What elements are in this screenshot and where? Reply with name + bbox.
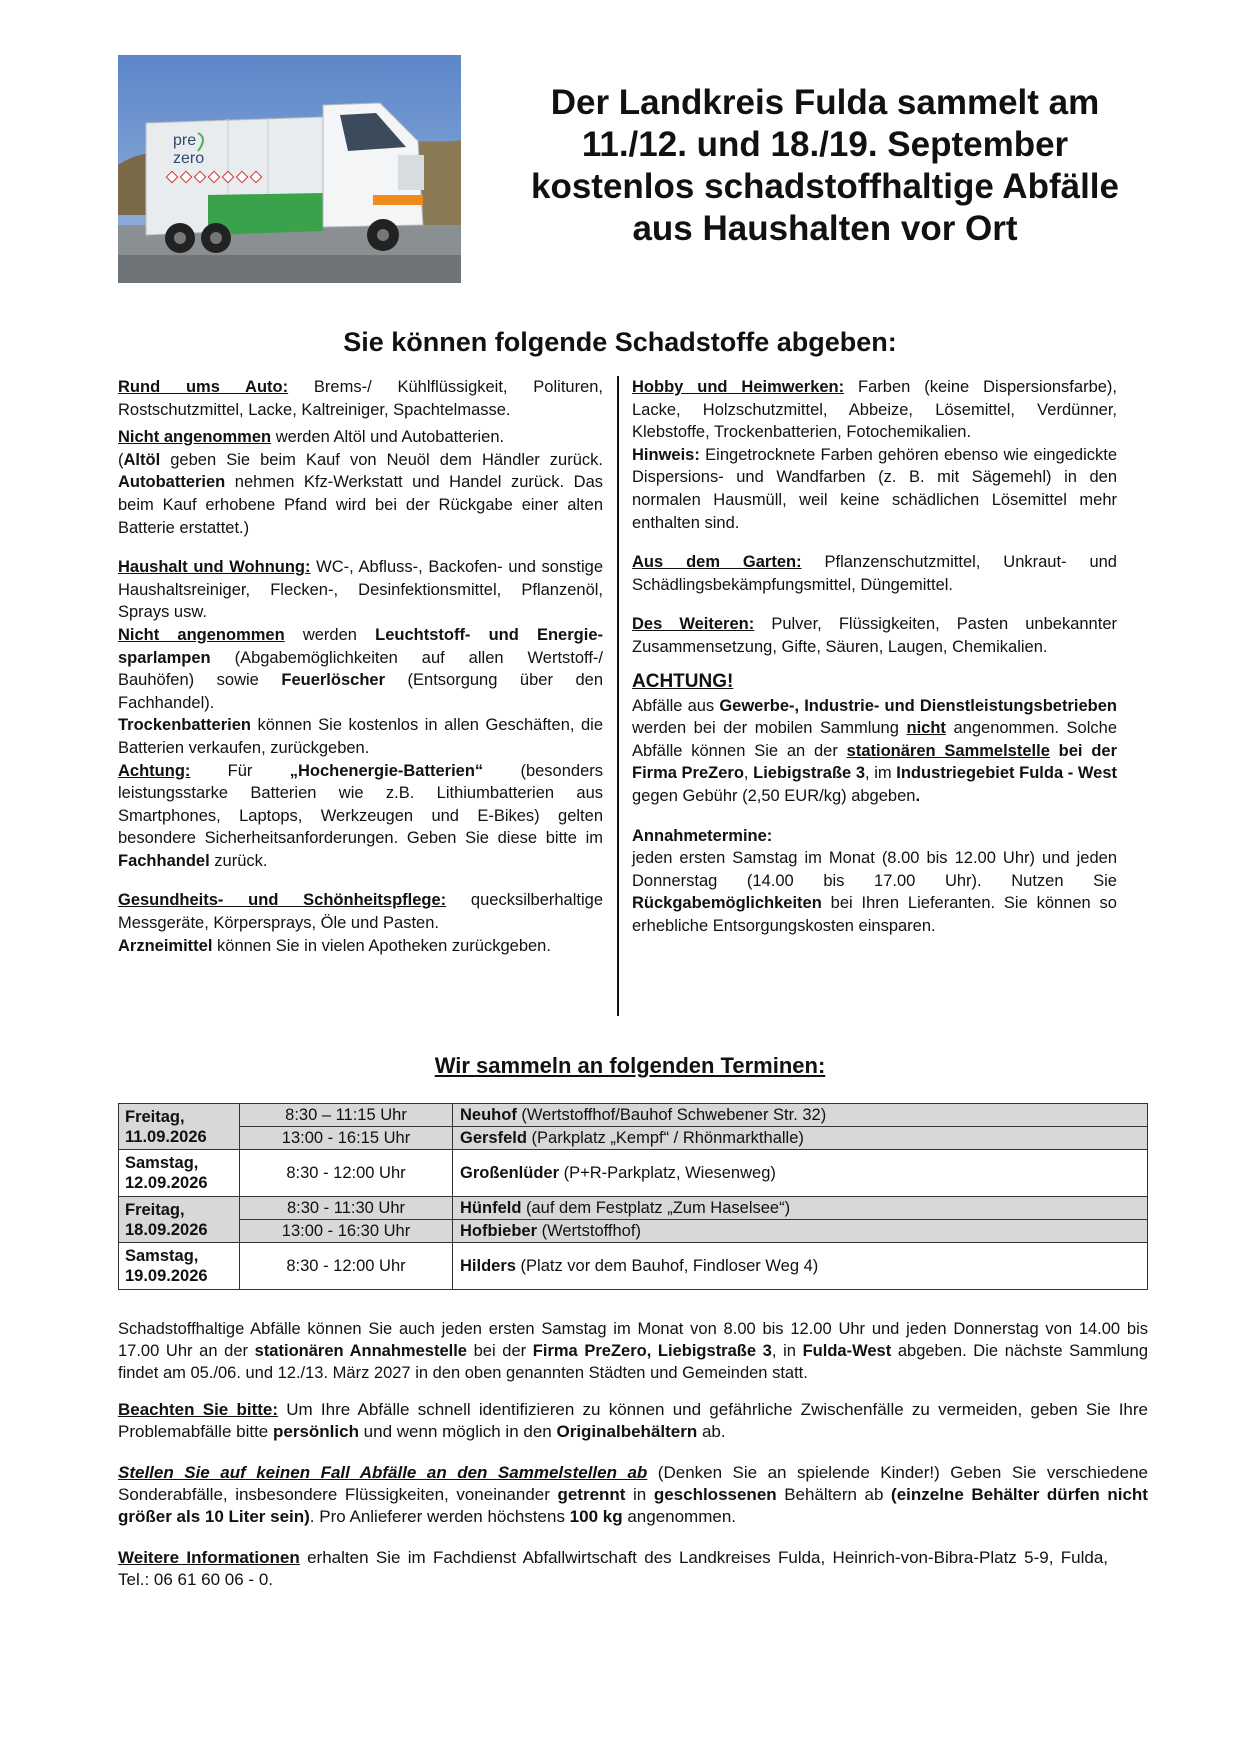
auto-text: Brems-/ Kühlflüssigkeit, Polituren, Rostschutzmittel, Lacke, Kaltreiniger, Spachtelmasse. — [118, 378, 604, 419]
annahme-label: Annahmetermine: — [632, 826, 773, 845]
date-label: 11.09.2026 — [125, 1127, 207, 1146]
persoenlich-term: persönlich — [272, 1422, 359, 1441]
text: in — [625, 1485, 654, 1504]
station-term: stationären Annahmestelle — [254, 1342, 467, 1360]
geschlossen-term: geschlossenen — [653, 1485, 777, 1504]
place-cell — [453, 1197, 1148, 1220]
hobby-text: Farben (keine Dispersionsfarbe), Lacke, Holzschutzmittel, Abbeize, Lösemittel, Verdünner, Klebstoffe, Trockenbatterien, Fotochemikalien. — [632, 378, 1117, 442]
hinweis-label: Hinweis: — [632, 445, 700, 464]
text: werden — [284, 625, 376, 644]
garten-paragraph — [632, 551, 1117, 596]
place-name: Gersfeld — [460, 1128, 527, 1147]
autobatterien-term: Autobatterien — [118, 473, 226, 492]
achtung-right-paragraph — [632, 695, 1117, 808]
fachhandel-term: Fachhandel — [118, 851, 210, 870]
text: jeden ersten Samstag im Monat (8.00 bis 12.00 Uhr) und jeden Donnerstag (14.00 bis 17.00 Uhr). Nutzen Sie — [632, 849, 1117, 890]
warning-paragraph — [118, 1462, 1148, 1528]
getrennt-term: getrennt — [557, 1485, 626, 1504]
text: geben Sie beim Kauf von Neuöl dem Händler zurück. — [160, 450, 603, 469]
text: ( — [118, 450, 124, 469]
haushalt-text: WC-, Abfluss-, Backofen- und sonstige Haushaltsreiniger, Flecken-, Desinfektionsmittel, Pflanzenöl, Sprays usw. — [118, 558, 603, 622]
day-label: Samstag, — [125, 1154, 199, 1172]
text: , — [743, 764, 754, 783]
place-cell — [453, 1127, 1148, 1150]
place-detail: (auf dem Festplatz „Zum Haselsee“) — [521, 1198, 791, 1217]
time-cell: 8:30 – 11:15 Uhr — [240, 1104, 453, 1127]
gesundheit-label: Gesundheits- und Schönheitspflege: — [118, 891, 447, 910]
altoel-term: Altöl — [123, 450, 161, 469]
text: , in — [771, 1342, 803, 1360]
termine-heading: Wir sammeln an folgenden Terminen: — [434, 1053, 826, 1078]
text: zurück. — [209, 851, 268, 870]
day-label: Samstag, — [125, 1247, 199, 1265]
garten-text: Pflanzenschutzmittel, Unkraut- und Schädlingsbekämpfungsmittel, Düngemittel. — [632, 553, 1117, 594]
table-row — [119, 1243, 1148, 1290]
day-cell — [119, 1197, 240, 1243]
arznei-paragraph — [118, 935, 603, 958]
place-cell — [453, 1220, 1148, 1243]
truck-photo — [118, 55, 461, 283]
table-row — [119, 1127, 1148, 1150]
haushalt-not-paragraph — [118, 624, 603, 714]
text: bei der — [466, 1342, 533, 1360]
column-divider — [617, 376, 619, 1016]
auto-not-text: werden Altöl und Autobatterien. — [271, 428, 505, 447]
logo-zero: zero — [173, 150, 205, 167]
hinweis-paragraph — [632, 444, 1117, 534]
strasse-term: Liebigstraße 3 — [753, 764, 866, 783]
auto-not-paragraph — [118, 426, 603, 449]
haushalt-not-label: Nicht angenommen — [118, 625, 285, 644]
contact-paragraph — [118, 1547, 1108, 1591]
date-label: 19.09.2026 — [125, 1267, 208, 1285]
nicht-term: nicht — [906, 719, 946, 738]
main-title — [490, 82, 1160, 250]
text: (Abgabemöglichkeiten auf allen Wertstoff-/ Bauhöfen) sowie — [118, 648, 603, 690]
auto-paragraph — [118, 376, 603, 421]
text: . Pro Anlieferer werden höchstens — [309, 1507, 570, 1526]
day-cell — [119, 1150, 240, 1197]
weitere-label: Weitere Informationen — [118, 1548, 300, 1567]
achtung-heading: ACHTUNG! — [632, 670, 734, 692]
firma-term: bei der Firma PreZero — [632, 741, 1117, 783]
haushalt-label: Haushalt und Wohnung: — [118, 558, 311, 577]
beachten-label: Beachten Sie bitte: — [118, 1400, 279, 1419]
garten-label: Aus dem Garten: — [632, 553, 802, 572]
trocken-label: Trockenbatterien — [118, 716, 251, 735]
text: abgeben. Die nächste Sammlung findet am 05./06. und 12./13. März 2027 in den oben genannten Städten und Gemeinden statt. — [118, 1342, 1148, 1382]
table-row — [119, 1197, 1148, 1220]
info-paragraph — [118, 1318, 1148, 1384]
text: werden bei der mobilen Sammlung — [632, 719, 907, 738]
text: ab. — [697, 1422, 726, 1441]
text: Behältern ab — [776, 1485, 892, 1504]
text: Schadstoffhaltige Abfälle können Sie auch jeden ersten Samstag im Monat von 8.00 bis 12.00 Uhr und jeden Donnerstag von 14.00 bis 17.00 Uhr an der — [118, 1320, 1148, 1360]
hinweis-text: Eingetrocknete Farben gehören ebenso wie eingedickte Dispersions- und Wandfarben (z. B. mit Sägemehl) in den normalen Hausmüll, weil keine schädlichen Lösemittel mehr enthalten sind. — [632, 445, 1117, 532]
text: nehmen Kfz-Werkstatt und Handel zurück. Das beim Kauf erhobene Pfand wird bei der Rückgabe einer alten Batterie erstattet.) — [118, 473, 603, 537]
west-term: Fulda-West — [802, 1342, 892, 1360]
text: Abfälle aus — [632, 696, 720, 715]
left-column — [118, 376, 603, 957]
date-label: 18.09.2026 — [125, 1220, 208, 1239]
gesundheit-paragraph — [118, 889, 603, 934]
section-heading: Sie können folgende Schadstoffe abgeben: — [343, 327, 897, 357]
text: erhalten Sie im Fachdienst Abfallwirtschaft des Landkreises Fulda, Heinrich-von-Bibra-Platz 5-9, Fulda, Tel.: 06 61 60 06 - 0. — [118, 1548, 1108, 1589]
weiteren-paragraph — [632, 613, 1117, 658]
place-detail: (Platz vor dem Bauhof, Findloser Weg 4) — [515, 1256, 819, 1275]
table-row — [119, 1104, 1148, 1127]
title-line: kostenlos schadstoffhaltige Abfälle — [531, 167, 1119, 206]
place-detail: (P+R-Parkplatz, Wiesenweg) — [559, 1163, 776, 1182]
gesundheit-text: quecksilberhaltige Messgeräte, Körpersprays, Öle und Pasten. — [118, 891, 603, 933]
text: (besonders leistungsstarke Batterien wie z.B. Lithiumbatterien aus Smartphones, Laptops, Werkzeugen und E-Bikes) gelten besondere Sicherheitsanforderungen. Geben Sie diese bitte im — [118, 761, 603, 848]
place-name: Neuhof — [460, 1105, 517, 1124]
time-cell: 13:00 - 16:30 Uhr — [240, 1220, 453, 1243]
day-cell — [119, 1104, 240, 1150]
place-name: Hilders — [460, 1256, 516, 1275]
stationaer-term: stationären Sammelstelle — [846, 741, 1050, 760]
place-name: Großenlüder — [460, 1163, 560, 1182]
time-cell: 13:00 - 16:15 Uhr — [240, 1127, 453, 1150]
auto-not-label: Nicht angenommen — [118, 428, 272, 447]
day-label: Freitag, — [125, 1107, 185, 1126]
hobby-paragraph — [632, 376, 1117, 444]
achtung-paragraph — [118, 760, 603, 873]
text: bei Ihren Lieferanten. Sie können so erhebliche Entsorgungskosten einsparen. — [632, 894, 1117, 935]
text: angenommen. Solche Abfälle können Sie an der — [632, 719, 1117, 760]
einzel-term: (einzelne Behälter dürfen nicht größer als 10 Liter sein) — [118, 1485, 1148, 1526]
beachten-paragraph — [118, 1399, 1148, 1443]
text: gegen Gebühr (2,50 EUR/kg) abgeben — [632, 786, 916, 805]
text: angenommen. — [622, 1507, 737, 1526]
rueckgabe-term: Rückgabemöglichkeiten — [632, 894, 822, 913]
place-name: Hünfeld — [460, 1198, 522, 1217]
trocken-text: können Sie kostenlos in allen Geschäften, die Batterien verkaufen, zurückgeben. — [118, 716, 603, 757]
time-cell: 8:30 - 12:00 Uhr — [240, 1243, 453, 1290]
day-label: Freitag, — [125, 1200, 185, 1219]
place-cell — [453, 1104, 1148, 1127]
achtung-label: Achtung: — [118, 761, 191, 780]
text: Für — [190, 761, 290, 780]
trocken-paragraph — [118, 714, 603, 759]
place-cell — [453, 1150, 1148, 1197]
time-cell: 8:30 - 11:30 Uhr — [240, 1197, 453, 1220]
warning-label: Stellen Sie auf keinen Fall Abfälle an den Sammelstellen ab — [118, 1463, 648, 1482]
text: (Entsorgung über den Fachhandel). — [118, 671, 603, 712]
firma-term: Firma PreZero, Liebigstraße 3 — [532, 1342, 772, 1360]
title-line: aus Haushalten vor Ort — [632, 209, 1018, 248]
text: Um Ihre Abfälle schnell identifizieren zu können und gefährliche Zwischenfälle zu vermeiden, geben Sie Ihre Problemabfälle bitte — [118, 1400, 1148, 1441]
weiteren-text: Pulver, Flüssigkeiten, Pasten unbekannter Zusammensetzung, Gifte, Säuren, Laugen, Chemikalien. — [632, 615, 1117, 656]
text: (Denken Sie an spielende Kinder!) Geben Sie verschiedene Sonderabfälle, insbesondere Flüssigkeiten, voneinander — [118, 1463, 1148, 1504]
auto-note-paragraph — [118, 449, 603, 539]
haushalt-paragraph — [118, 556, 603, 624]
arznei-text: können Sie in vielen Apotheken zurückgeben. — [212, 936, 551, 955]
place-name: Hofbieber — [460, 1221, 538, 1240]
place-cell — [453, 1243, 1148, 1290]
text: . — [915, 786, 921, 805]
day-cell — [119, 1243, 240, 1290]
feuerloescher-term: Feuerlöscher — [281, 671, 385, 690]
logo-pre: pre — [173, 132, 197, 149]
place-detail: (Parkplatz „Kempf“ / Rhönmarkthalle) — [526, 1128, 804, 1147]
gewerbe-term: Gewerbe-, Industrie- und Dienstleistungsbetrieben — [719, 696, 1117, 715]
time-cell: 8:30 - 12:00 Uhr — [240, 1150, 453, 1197]
industrie-term: Industriegebiet Fulda - West — [896, 764, 1117, 783]
title-line: 11./12. und 18./19. September — [581, 125, 1069, 164]
table-row — [119, 1150, 1148, 1197]
auto-label: Rund ums Auto: — [118, 378, 289, 396]
weiteren-label: Des Weiteren: — [632, 615, 755, 634]
kg-term: 100 kg — [569, 1507, 623, 1526]
hobby-label: Hobby und Heimwerken: — [632, 378, 845, 396]
place-detail: (Wertstoffhof) — [537, 1221, 641, 1240]
lampen-term: Leuchtstoff- und Energie-sparlampen — [118, 625, 603, 667]
schedule-table — [118, 1103, 1148, 1290]
text: , im — [865, 764, 897, 783]
annahme-paragraph — [632, 825, 1117, 938]
right-column — [632, 376, 1117, 937]
table-row — [119, 1220, 1148, 1243]
hochenergie-term: „Hochenergie-Batterien“ — [289, 761, 484, 780]
original-term: Originalbehältern — [556, 1422, 698, 1441]
text: und wenn möglich in den — [358, 1422, 557, 1441]
title-line: Der Landkreis Fulda sammelt am — [550, 83, 1100, 122]
place-detail: (Wertstoffhof/Bauhof Schwebener Str. 32) — [516, 1105, 827, 1124]
arznei-label: Arzneimittel — [118, 936, 213, 955]
date-label: 12.09.2026 — [125, 1174, 208, 1192]
